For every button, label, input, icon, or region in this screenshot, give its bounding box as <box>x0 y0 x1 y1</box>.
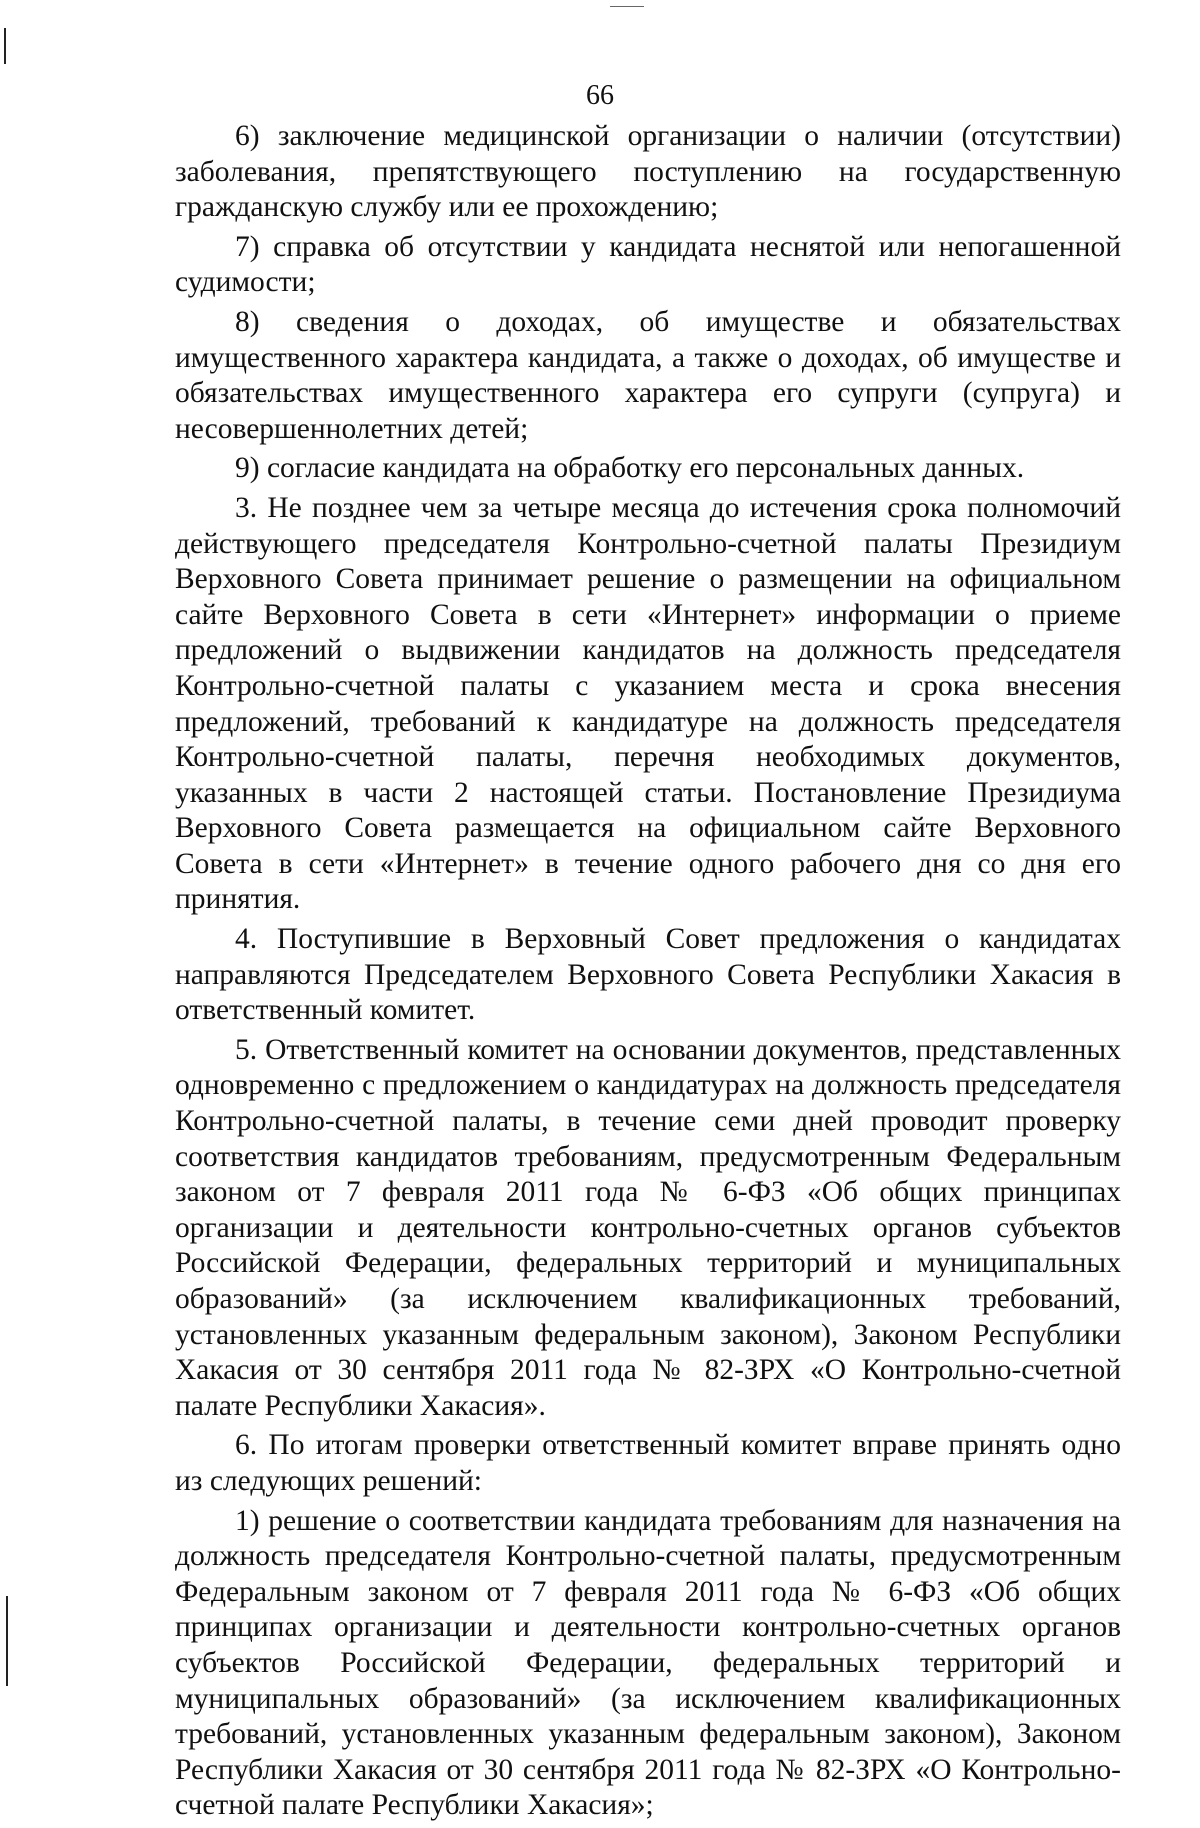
page-number: 66 <box>586 80 614 111</box>
clause-4: 4. Поступившие в Верховный Совет предложения о кандидатах направляются Председателем Верховного Совета Республики Хакасия в ответственный комитет. <box>175 923 1121 1027</box>
scan-edge-mark <box>4 28 6 64</box>
scan-edge-mark <box>610 6 644 7</box>
list-item-8: 8) сведения о доходах, об имуществе и обязательствах имущественного характера кандидата, а также о доходах, об имуществе и обязательствах имущественного характера его супруги (супруга) и несовершеннолетних детей; <box>175 305 1121 445</box>
list-item-7: 7) справка об отсутствии у кандидата неснятой или непогашенной судимости; <box>175 230 1121 299</box>
scan-edge-mark <box>6 1596 8 1686</box>
clause-3: 3. Не позднее чем за четыре месяца до истечения срока полномочий действующего председателя Контрольно-счетной палаты Президиум Верховного Совета принимает решение о размещении на официальном сайте Верховного Совета в сети «Интернет» информации о приеме предложений о выдвижении кандидатов на должность председателя Контрольно-счетной палаты с указанием места и срока внесения предложений, требований к кандидатуре на должность председателя Контрольно-счетной палаты, перечня необходимых документов, указанных в части 2 настоящей статьи. Постановление Президиума Верховного Совета размещается на официальном сайте Верховного Совета в сети «Интернет» в течение одного рабочего дня со дня его принятия. <box>175 491 1121 916</box>
document-body <box>175 119 1121 1828</box>
clause-5: 5. Ответственный комитет на основании документов, представленных одновременно с предложением о кандидатурах на должность председателя Контрольно-счетной палаты, в течение семи дней проводит проверку соответствия кандидатов требованиям, предусмотренным Федеральным законом от 7 февраля 2011 года № 6-ФЗ «Об общих принципах организации и деятельности контрольно-счетных органов субъектов Российской Федерации, федеральных территорий и муниципальных образований» (за исключением квалификационных требований, установленных указанным федеральным законом), Законом Республики Хакасия от 30 сентября 2011 года № 82-ЗРХ «О Контрольно-счетной палате Республики Хакасия». <box>175 1033 1121 1422</box>
clause-6: 6. По итогам проверки ответственный комитет вправе принять одно из следующих решений: <box>175 1429 1121 1497</box>
list-item-6: 6) заключение медицинской организации о наличии (отсутствии) заболевания, препятствующего поступлению на государственную гражданскую службу или ее прохождению; <box>175 120 1121 224</box>
list-item-9: 9) согласие кандидата на обработку его персональных данных. <box>235 452 1025 485</box>
clause-6-item-1: 1) решение о соответствии кандидата требованиям для назначения на должность председателя Контрольно-счетной палаты, предусмотренным Федеральным законом от 7 февраля 2011 года № 6-ФЗ «Об общих принципах организации и деятельности контрольно-счетных органов субъектов Российской Федерации, федеральных территорий и муниципальных образований» (за исключением квалификационных требований, установленных указанным федеральным законом), Законом Республики Хакасия от 30 сентября 2011 года № 82-ЗРХ «О Контрольно-счетной палате Республики Хакасия»; <box>175 1504 1121 1822</box>
